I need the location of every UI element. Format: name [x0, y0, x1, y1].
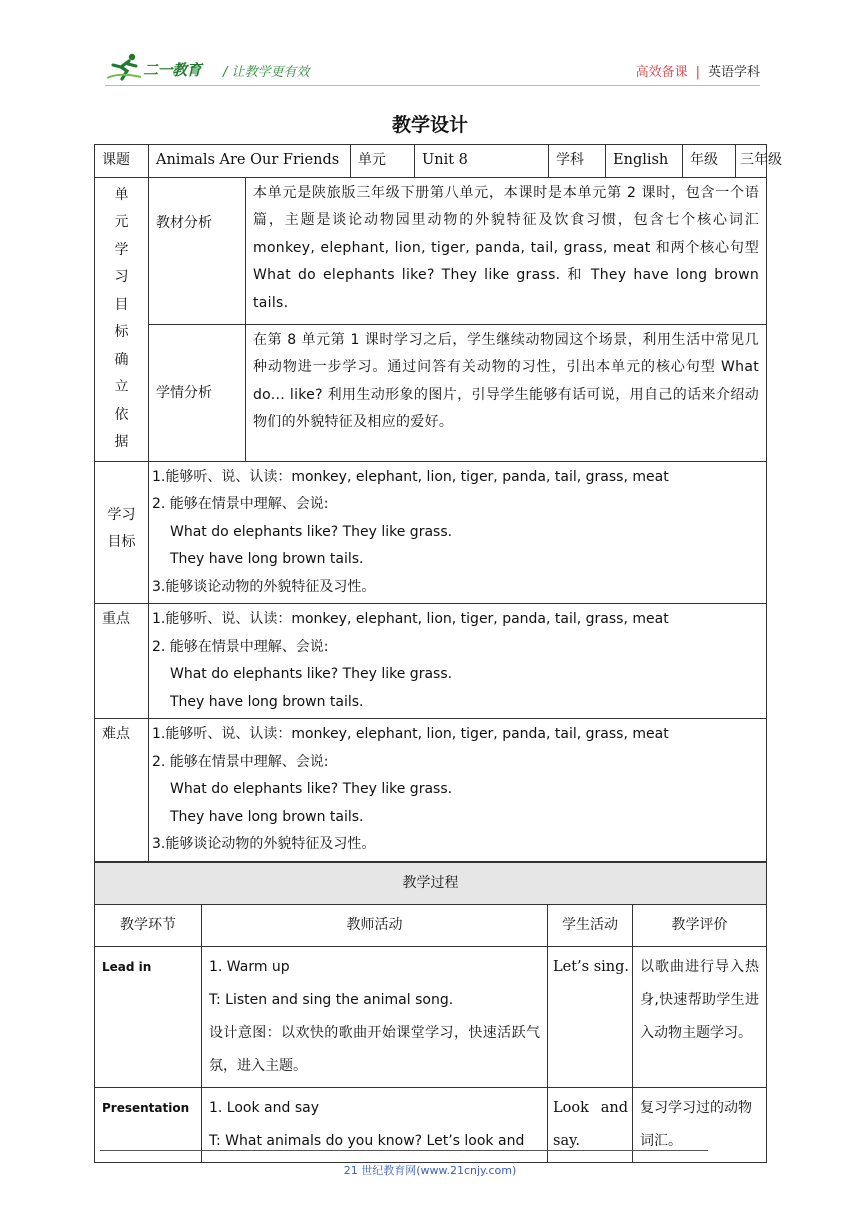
footer-source: 21 世纪教育网(www.21cnjy.com) [343, 1164, 517, 1177]
teacher-line: T: What animals do you know? Let’s look and [209, 1133, 525, 1149]
page-title: 教学设计 [391, 114, 468, 136]
objectives-content [149, 461, 767, 604]
learner-text: 在第 8 单元第 1 课时学习之后，学生继续动物园这个场景，利用生活中常见几种动物进一步学习。通过问答有关动物的习性，引出本单元的核心句型 What do... like? 利用生动形象的图片，引导学生能够有话可说，用自己的话来介绍动物们的外貌特征及相应的爱好。 [246, 324, 767, 461]
difficulty-line: What do elephants like? They like grass. [170, 781, 453, 797]
key-point-line: What do elephants like? They like grass. [170, 666, 453, 682]
key-point-line: 1.能够听、说、认读：monkey, elephant, lion, tiger, panda, tail, grass, meat [152, 611, 669, 627]
stage-presentation: Presentation [95, 1088, 202, 1163]
objectives-label: 学习 目标 [95, 461, 149, 604]
stage-lead-in: Lead in [95, 947, 202, 1088]
objective-line: 1.能够听、说、认读：monkey, elephant, lion, tiger, panda, tail, grass, meat [152, 468, 669, 485]
material-text: 本单元是陕旅版三年级下册第八单元，本课时是本单元第 2 课时，包含一个语篇，主题是谈论动物园里动物的外貌特征及饮食习惯，包含七个核心词汇 monkey, elephant, lion, tiger, panda, tail, grass, meat 和两个核心句型 What do elephants like? They like grass. 和 They have long brown tails. [246, 177, 767, 324]
student-activity-presentation: Look and say. [548, 1088, 633, 1163]
teacher-line: T: Listen and sing the animal song. [209, 992, 454, 1008]
difficulty-line: 3.能够谈论动物的外貌特征及习性。 [152, 836, 376, 852]
difficulties-label: 难点 [95, 719, 149, 862]
footer-divider [100, 1150, 708, 1151]
running-figure-icon [105, 52, 145, 82]
material-label: 教材分析 [149, 177, 246, 324]
difficulties-content [149, 719, 767, 862]
process-table [94, 862, 767, 1163]
process-header-evaluation: 教学评价 [633, 905, 767, 947]
student-activity-lead-in: Let’s sing. [548, 947, 633, 1088]
teacher-line: 1. Look and say [209, 1100, 319, 1116]
learner-row [95, 324, 767, 461]
header-tags [636, 61, 760, 80]
objective-line: 3.能够谈论动物的外貌特征及习性。 [152, 578, 376, 595]
process-header-teacher: 教师活动 [202, 905, 548, 947]
subject-label: 学科 [549, 145, 606, 178]
header-divider [105, 85, 760, 86]
evaluation-lead-in: 以歌曲进行导入热身,快速帮助学生进入动物主题学习。 [633, 947, 767, 1088]
difficulty-line: 2. 能够在情景中理解、会说: [152, 753, 329, 770]
grade-label: 年级 [683, 145, 736, 178]
key-point-line: They have long brown tails. [170, 693, 364, 710]
unit-value: Unit 8 [415, 145, 549, 178]
difficulty-line: 1.能够听、说、认读：monkey, elephant, lion, tiger, panda, tail, grass, meat [152, 726, 669, 742]
process-band-row [95, 863, 767, 905]
unit-label: 单元 [351, 145, 415, 178]
lesson-label: 课题 [95, 145, 149, 178]
evaluation-presentation: 复习学习过的动物词汇。 [633, 1088, 767, 1163]
lesson-info-table [94, 144, 783, 862]
header-tag-prep: 高效备课 [635, 65, 688, 80]
objective-line: 2. 能够在情景中理解、会说: [152, 496, 329, 512]
header-tag-subject: 英语学科 [707, 65, 760, 80]
lesson-value: Animals Are Our Friends [149, 145, 351, 178]
objective-line: They have long brown tails. [170, 551, 364, 567]
process-row-lead-in [95, 947, 767, 1088]
difficulties-row [95, 719, 767, 862]
key-point-line: 2. 能够在情景中理解、会说: [152, 638, 329, 655]
header-separator: | [695, 65, 700, 80]
teacher-activity-presentation [202, 1088, 548, 1163]
teacher-line: 1. Warm up [209, 959, 290, 975]
lesson-info-row [95, 145, 767, 178]
subject-value: English [606, 145, 683, 178]
process-header-student: 学生活动 [548, 905, 633, 947]
teacher-line: 设计意图：以欢快的歌曲开始课堂学习，快速活跃气氛，进入主题。 [209, 1025, 540, 1074]
process-row-presentation [95, 1088, 767, 1163]
brand-name: 二一教育 [143, 61, 202, 79]
process-header-row [95, 905, 767, 947]
grade-value: 三年级 [736, 145, 767, 178]
objectives-row [95, 461, 767, 604]
objective-line: What do elephants like? They like grass. [170, 523, 453, 540]
difficulty-line: They have long brown tails. [170, 808, 364, 825]
key-points-content [149, 604, 767, 719]
learner-label: 学情分析 [149, 324, 246, 461]
key-points-row [95, 604, 767, 719]
teacher-activity-lead-in [202, 947, 548, 1088]
process-header-stage: 教学环节 [95, 905, 202, 947]
basis-label: 单 元 学 习 目 标 确 立 依 据 [95, 177, 149, 461]
key-points-label: 重点 [95, 604, 149, 719]
process-band: 教学过程 [95, 863, 767, 905]
brand-slogan: / 让教学更有效 [223, 65, 310, 80]
page-header [105, 50, 760, 86]
material-row [95, 177, 767, 324]
